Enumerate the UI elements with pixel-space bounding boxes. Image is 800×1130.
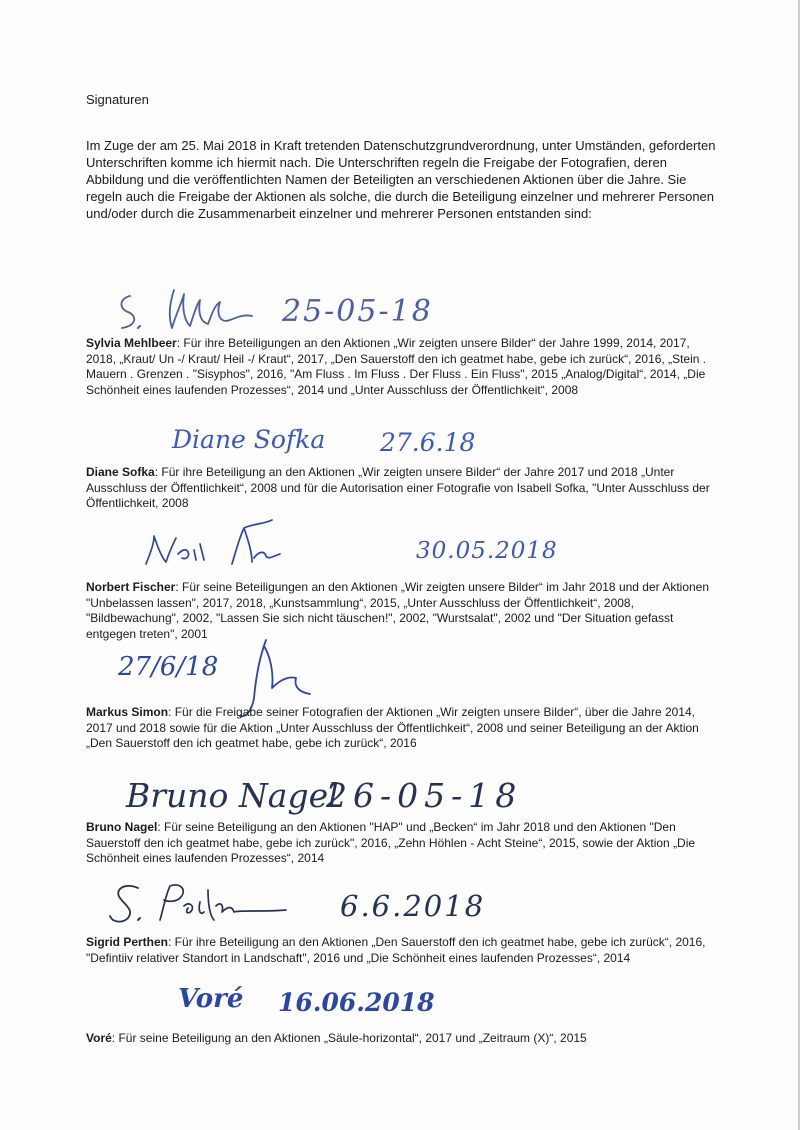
participation-text: : Für seine Beteiligung an den Aktionen „Säule-horizontal“, 2017 und „Zeitraum (X)“, 2015 xyxy=(111,1031,587,1045)
date-mehlbeer: 25-05-18 xyxy=(282,294,433,329)
date-nagel: 26-05-18 xyxy=(326,776,523,815)
participation-text: : Für seine Beteiligung an den Aktionen "HAP" und „Becken“ im Jahr 2018 und den Aktionen "Den Sauerstoff den ich geatmet habe, gebe ich zurück", 2016, „Zehn Höhlen - Acht Steine“, 2015, sowie der Aktion „Die Schönheit eines laufenden Prozesses“, 2014 xyxy=(86,820,696,865)
entry-fischer xyxy=(86,580,716,642)
date-fischer: 30.05.2018 xyxy=(416,538,558,564)
entry-mehlbeer xyxy=(86,336,716,398)
date-vore: 16.06.2018 xyxy=(278,988,435,1017)
participant-name: Voré xyxy=(86,1031,112,1045)
date-perthen: 6.6.2018 xyxy=(340,889,486,923)
entry-vore xyxy=(86,1031,716,1047)
participant-name: Sylvia Mehlbeer xyxy=(86,336,177,350)
participant-name: Bruno Nagel xyxy=(86,820,158,834)
entry-nagel xyxy=(86,820,716,867)
entry-sofka xyxy=(86,465,716,512)
entry-perthen xyxy=(86,935,716,966)
signature-sofka: Diane Sofka xyxy=(172,425,326,454)
participation-text: : Für ihre Beteiligung an den Aktionen „Wir zeigten unsere Bilder“ der Jahre 2017 und 2018 „Unter Ausschluss der Öffentlichkeit“, 2008 und für die Autorisation einer Fotografie von Isabell Sofka, "Unter Ausschluss der Öffentlichkeit, 2008 xyxy=(86,465,710,510)
participation-text: : Für ihre Beteiligungen an den Aktionen „Wir zeigten unsere Bilder“ der Jahre 1999, 2014, 2017, 2018, „Kraut/ Un -/ Kraut/ Heil -/ Kraut“, 2017, „Den Sauerstoff den ich geatmet habe, gebe ich zurück“, 2016, „Stein . Mauern . Grenzen . "Sisyphos", 2016, "Am Fluss . Im Fluss . Der Fluss . Ein Fluss", 2015 „Analog/Digital“, 2014, „Die Schönheit eines laufenden Prozesses“, 2014 und „Unter Ausschluss der Öffentlichkeit“, 2008 xyxy=(86,336,707,397)
signature-fischer xyxy=(140,514,290,574)
participant-name: Diane Sofka xyxy=(86,465,155,479)
participation-text: : Für die Freigabe seiner Fotografien der Aktionen „Wir zeigten unsere Bilder“, über die Jahre 2014, 2017 und 2018 sowie für die Aktion „Unter Ausschluss der Öffentlichkeit“, 2008 und seiner Beteiligung an der Aktion „Den Sauerstoff den ich geatmet habe, gebe ich zurück“, 2016 xyxy=(86,705,699,750)
participation-text: : Für seine Beteiligungen an den Aktionen „Wir zeigten unsere Bilder“ im Jahr 2018 und der Aktionen "Unbelassen lassen", 2017, 2018, „Kunstsammlung“, 2015, „Unter Ausschluss der Öffentlichkeit“, 2008, "Bildbewachung", 2002, "Lassen Sie sich nicht täuschen!", 2002, "Wurstsalat", 2002 und "Der Situation gefasst entgegen treten", 2001 xyxy=(86,580,710,641)
participation-text: : Für ihre Beteiligung an den Aktionen „Den Sauerstoff den ich geatmet habe, gebe ich zurück“, 2016, "Defintiiv relativer Standort in Landschaft", 2016 und „Die Schönheit eines laufenden Prozesses“, 2014 xyxy=(86,935,706,965)
participant-name: Norbert Fischer xyxy=(86,580,176,594)
intro-paragraph: Im Zuge der am 25. Mai 2018 in Kraft tretenden Datenschutzgrundverordnung, unter Umständen, geforderten Unterschriften komme ich hiermit nach. Die Unterschriften regeln die Freigabe der Fotografien, deren Abbildung und die veröffentlichten Namen der Beteiligten an verschiedenen Aktionen über die Jahre. Sie regeln auch die Freigabe der Aktionen als solche, die durch die Beteiligung einzelner und mehrerer Personen und/oder durch die Zusammenarbeit einzelner und mehrerer Personen entstanden sind: xyxy=(86,138,716,221)
signature-perthen xyxy=(104,876,294,930)
signature-vore: Voré xyxy=(178,984,244,1014)
date-simon: 27/6/18 xyxy=(118,652,219,682)
date-sofka: 27.6.18 xyxy=(380,428,476,457)
signature-mehlbeer xyxy=(112,284,282,334)
participant-name: Sigrid Perthen xyxy=(86,935,169,949)
page-title: Signaturen xyxy=(86,92,149,107)
signature-nagel: Bruno Nagel xyxy=(126,776,339,815)
entry-simon xyxy=(86,705,716,752)
participant-name: Markus Simon xyxy=(86,705,169,719)
